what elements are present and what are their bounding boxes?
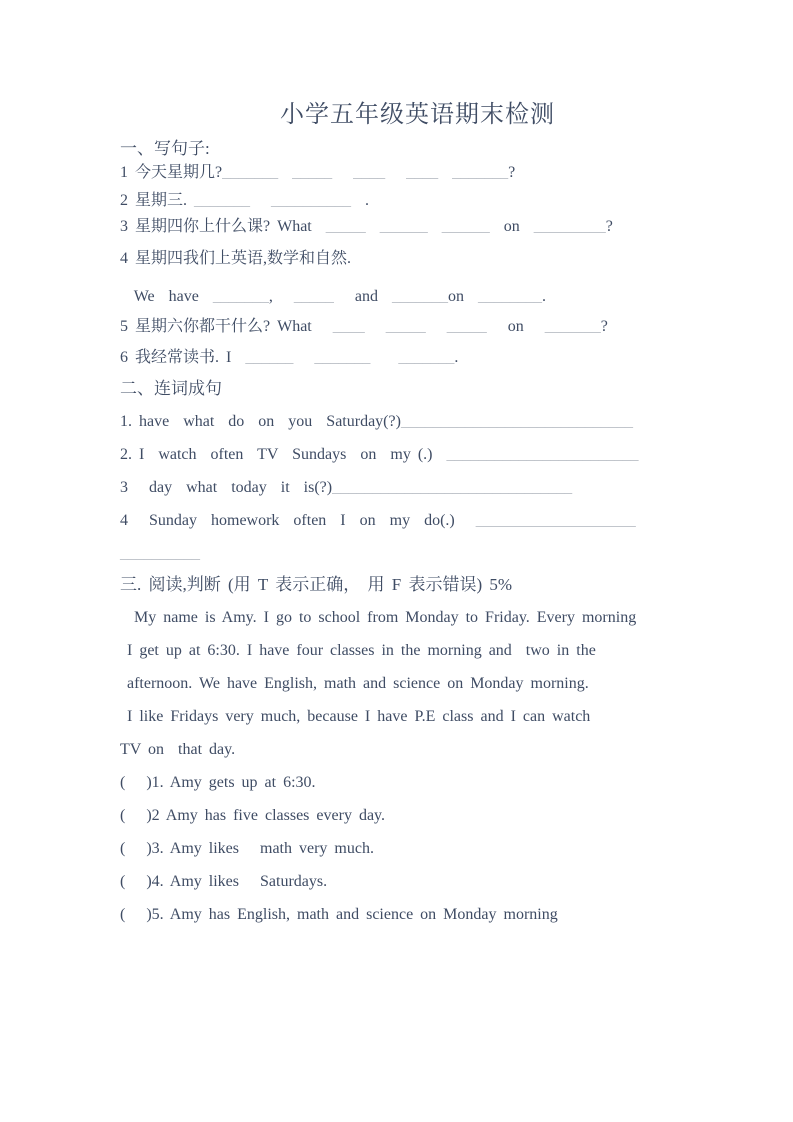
- section2-heading: 二、连词成句: [120, 379, 222, 398]
- section-reading-judge: [120, 574, 735, 925]
- question-line-6: 6 我经常读书. I ______ _______ _______.: [120, 349, 459, 366]
- answer-blank: __________: [271, 192, 352, 209]
- answer-blank: _____________________________: [400, 413, 633, 430]
- answer-blank: _________: [533, 218, 606, 235]
- tf-item-5: ( )5. Amy has English, math and science on Monday morning: [120, 906, 558, 923]
- answer-blank: ____: [353, 164, 386, 181]
- question-line-4: 4 星期四我们上英语,数学和自然.: [120, 250, 352, 267]
- answer-blank: _____: [293, 288, 334, 305]
- answer-blank: _______: [222, 164, 279, 181]
- passage-line-3: afternoon. We have English, math and science on Monday morning.: [120, 675, 589, 692]
- section1-heading: 一、写句子:: [120, 139, 210, 158]
- tf-item-1: ( )1. Amy gets up at 6:30.: [120, 774, 316, 791]
- answer-blank: _______: [544, 318, 601, 335]
- question-line-5: 5 星期六你都干什么? What ____ _____ _____ on _______?: [120, 318, 608, 335]
- rearrange-line-3: 3 day what today it is(?)______________________________: [120, 479, 573, 496]
- passage-line-2: I get up at 6:30. I have four classes in the morning and two in the: [120, 642, 596, 659]
- answer-blank: _____: [325, 218, 366, 235]
- question-line-1: 1 今天星期几?_______ _____ ____ ____ _______?: [120, 164, 516, 181]
- exam-title: 小学五年级英语期末检测: [280, 102, 555, 128]
- answer-blank: ______: [441, 218, 490, 235]
- question-line-3: 3 星期四你上什么课? What _____ ______ ______ on _________?: [120, 218, 613, 235]
- tf-item-3: ( )3. Amy likes math very much.: [120, 840, 374, 857]
- rearrange-line-2: 2. I watch often TV Sundays on my (.) ________________________: [120, 446, 639, 463]
- answer-blank: ____: [332, 318, 365, 335]
- tf-item-2: ( )2 Amy has five classes every day.: [120, 807, 385, 824]
- answer-blank: ________________________: [446, 446, 639, 463]
- question-line-2: 2 星期三. _______ __________ .: [120, 192, 370, 209]
- rearrange-line-4: 4 Sunday homework often I on my do(.) ____________________: [120, 512, 636, 529]
- passage-line-4: I like Fridays very much, because I have P.E class and I can watch: [120, 708, 591, 725]
- answer-blank: _____: [292, 164, 333, 181]
- answer-blank: ____________________: [475, 512, 636, 529]
- answer-blank: ______________________________: [332, 479, 573, 496]
- answer-blank: _______: [212, 288, 269, 305]
- section3-heading: 三. 阅读,判断 (用 T 表示正确， 用 F 表示错误) 5%: [120, 575, 513, 594]
- answer-blank: _______: [391, 288, 448, 305]
- section-write-sentences: [120, 138, 735, 368]
- answer-blank: _____: [385, 318, 426, 335]
- passage-line-5: TV on that day.: [120, 741, 236, 758]
- answer-blank: ________: [477, 288, 542, 305]
- answer-blank: ____: [406, 164, 439, 181]
- answer-blank: _____: [446, 318, 487, 335]
- tf-item-4: ( )4. Amy likes Saturdays.: [120, 873, 328, 890]
- answer-blank: __________: [120, 545, 200, 562]
- answer-blank: _______: [194, 192, 251, 209]
- answer-blank: _______: [452, 164, 509, 181]
- rearrange-line-1: 1. have what do on you Saturday(?)_____________________________: [120, 413, 633, 430]
- answer-blank: ______: [245, 349, 294, 366]
- question-line-4-answer: We have _______, _____ and _______on ________.: [120, 288, 546, 305]
- answer-blank: _______: [398, 349, 455, 366]
- continuation-blank: [120, 543, 735, 564]
- section-rearrange-words: [120, 378, 735, 564]
- answer-blank: _______: [314, 349, 371, 366]
- passage-line-1: My name is Amy. I go to school from Monday to Friday. Every morning: [120, 609, 637, 626]
- answer-blank: ______: [379, 218, 428, 235]
